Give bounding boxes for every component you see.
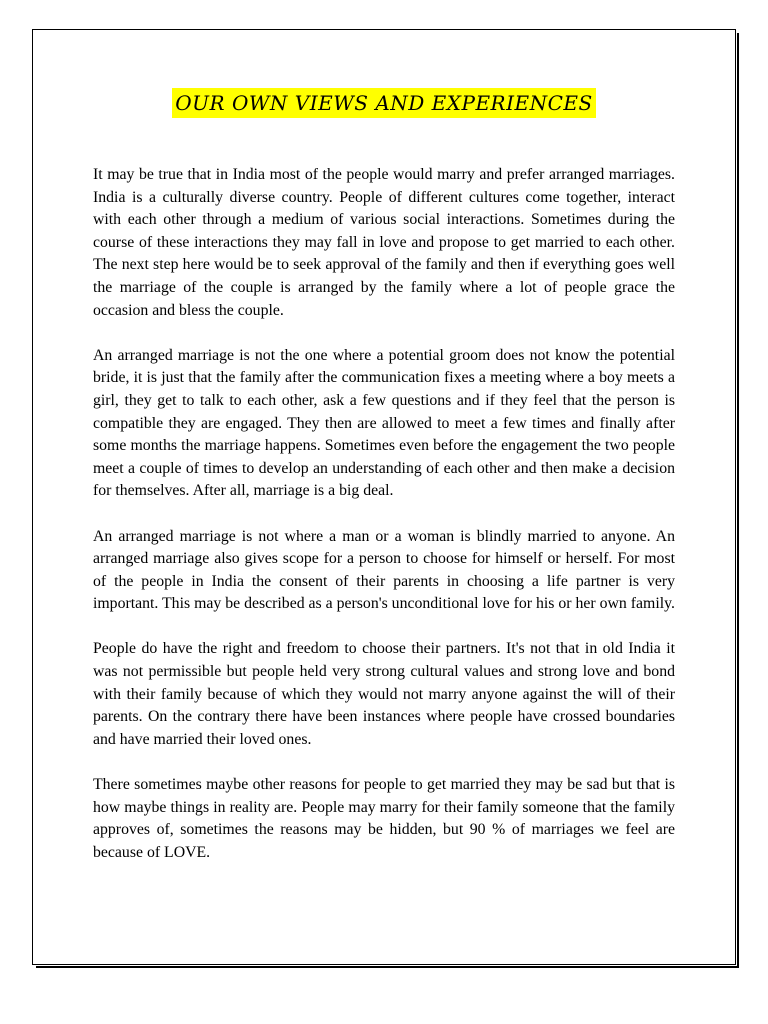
paragraph-3: An arranged marriage is not where a man or a woman is blindly married to anyone. An arranged marriage also gives scope for a person to choose for himself or herself. For most of the people in India the consent of their parents in choosing a life partner is very important. This may be described as a person's unconditional love for his or her own family. [93,527,675,613]
paragraph-2: An arranged marriage is not the one where a potential groom does not know the potential bride, it is just that the family after the communication fixes a meeting where a boy meets a girl, they get to talk to each other, ask a few questions and if they feel that the person is compatible they are engaged. They then are allowed to meet a few times and finally after some months the marriage happens. Sometimes even before the engagement the two people meet a couple of times to develop an understanding of each other and then make a decision for themselves. After all, marriage is a big deal. [93,346,675,500]
paragraph-5: There sometimes maybe other reasons for people to get married they may be sad but that is how maybe things in reality are. People may marry for their family someone that the family approves of, sometimes the reasons may be hidden, but 90 % of marriages we feel are because of LOVE. [93,776,675,861]
paragraph-1: It may be true that in India most of the people would marry and prefer arranged marriages. India is a culturally diverse country. People of different cultures come together, interact with each other through a medium of various social interactions. Sometimes during the course of these interactions they may fall in love and propose to get married to each other. The next step here would be to seek approval of the family and then if everything goes well the marriage of the couple is arranged by the family where a lot of people grace the occasion and bless the couple. [93,166,675,319]
title-container [0,88,768,118]
paragraph-4: People do have the right and freedom to choose their partners. It's not that in old India it was not permissible but people held very strong cultural values and strong love and bond with their family because of which they would not marry anyone against the will of their parents. On the contrary there have been instances where people have crossed boundaries and have married their loved ones. [93,640,675,748]
document-title: OUR OWN VIEWS AND EXPERIENCES [172,88,595,118]
document-body [93,164,675,887]
